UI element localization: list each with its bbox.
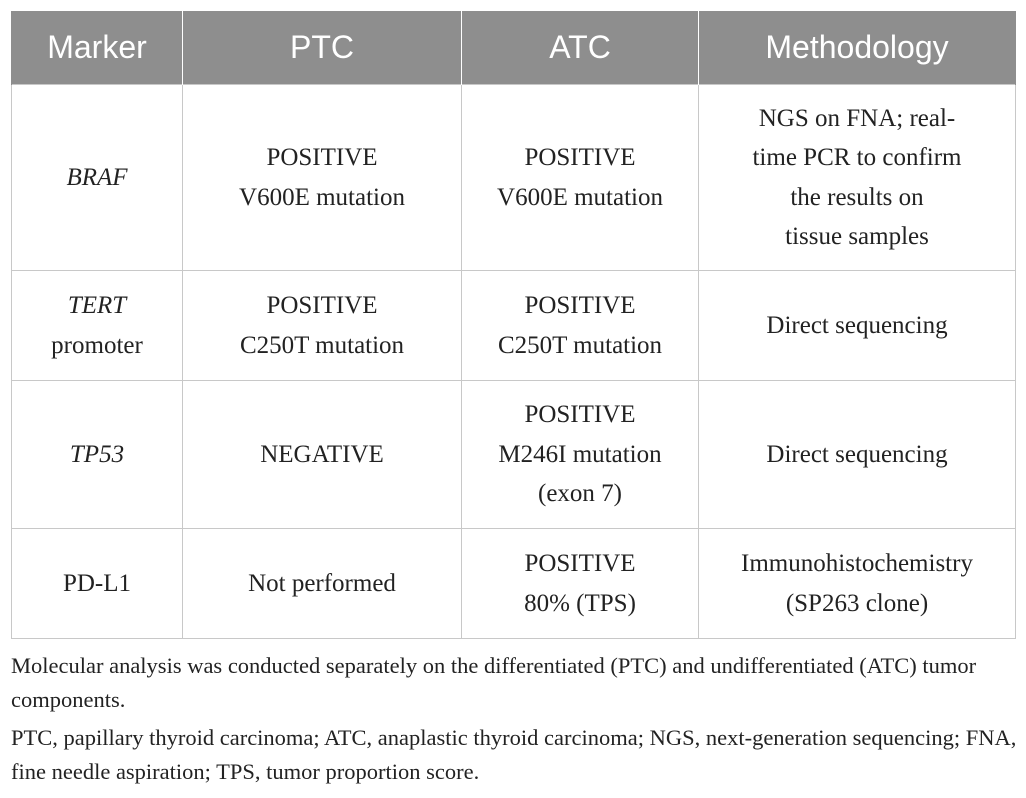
methodology-cell bbox=[699, 85, 1016, 271]
marker-name: BRAF bbox=[66, 163, 128, 191]
ptc-result: NEGATIVE bbox=[260, 440, 384, 468]
ptc-result: POSITIVE bbox=[266, 144, 378, 171]
footnote: Molecular analysis was conducted separately on the differentiated (PTC) and undifferentiated (ATC) tumor components. bbox=[11, 653, 977, 712]
atc-result: POSITIVE bbox=[524, 401, 636, 429]
methodology-line: NGS on FNA; real- bbox=[758, 104, 956, 132]
header-row bbox=[12, 11, 1016, 85]
marker-cell bbox=[12, 85, 183, 271]
methodology-line: Direct sequencing bbox=[766, 311, 948, 339]
ptc-detail: V600E mutation bbox=[239, 183, 405, 211]
methodology-line: Immunohistochemistry bbox=[741, 550, 973, 577]
ptc-detail: C250T mutation bbox=[239, 331, 405, 359]
atc-result: POSITIVE bbox=[524, 292, 636, 319]
header-marker: Marker bbox=[12, 11, 183, 85]
ptc-cell bbox=[183, 85, 462, 271]
marker-cell bbox=[12, 529, 183, 639]
methodology-cell bbox=[699, 529, 1016, 639]
table-header bbox=[12, 11, 1016, 85]
atc-detail: M246I mutation bbox=[498, 440, 662, 468]
ptc-result: POSITIVE bbox=[266, 292, 378, 319]
header-ptc: PTC bbox=[183, 11, 462, 85]
table-row bbox=[12, 271, 1016, 381]
ptc-cell bbox=[183, 529, 462, 639]
atc-cell bbox=[462, 271, 699, 381]
table-body bbox=[12, 85, 1016, 639]
methodology-line: tissue samples bbox=[785, 223, 929, 250]
table-row bbox=[12, 381, 1016, 529]
marker-name: PD-L1 bbox=[62, 569, 132, 597]
marker-name: TERT bbox=[67, 292, 127, 319]
methodology-cell bbox=[699, 381, 1016, 529]
ptc-result: Not performed bbox=[248, 569, 396, 597]
marker-cell bbox=[12, 271, 183, 381]
marker-cell bbox=[12, 381, 183, 529]
table-footnotes bbox=[11, 649, 1021, 793]
atc-cell bbox=[462, 85, 699, 271]
methodology-cell bbox=[699, 271, 1016, 381]
header-atc: ATC bbox=[462, 11, 699, 85]
methodology-line: (SP263 clone) bbox=[785, 589, 929, 617]
ptc-cell bbox=[183, 271, 462, 381]
molecular-markers-table bbox=[11, 11, 1016, 639]
table-row bbox=[12, 85, 1016, 271]
footnote: PTC, papillary thyroid carcinoma; ATC, anaplastic thyroid carcinoma; NGS, next-generation sequencing; FNA, fine needle aspiration; TPS, tumor proportion score. bbox=[11, 725, 1017, 784]
methodology-line: Direct sequencing bbox=[766, 440, 948, 468]
atc-detail: V600E mutation bbox=[497, 183, 663, 211]
header-methodology: Methodology bbox=[699, 11, 1016, 85]
atc-detail: 80% (TPS) bbox=[524, 589, 636, 617]
atc-detail: (exon 7) bbox=[538, 480, 622, 508]
table-row bbox=[12, 529, 1016, 639]
ptc-cell bbox=[183, 381, 462, 529]
methodology-line: the results on bbox=[790, 183, 924, 211]
marker-name: TP53 bbox=[69, 440, 125, 468]
atc-result: POSITIVE bbox=[524, 144, 636, 171]
atc-detail: C250T mutation bbox=[497, 331, 663, 359]
methodology-line: time PCR to confirm bbox=[752, 144, 962, 171]
table-container bbox=[11, 11, 1015, 639]
marker-suffix: promoter bbox=[51, 331, 143, 359]
atc-cell bbox=[462, 381, 699, 529]
atc-cell bbox=[462, 529, 699, 639]
atc-result: POSITIVE bbox=[524, 550, 636, 577]
